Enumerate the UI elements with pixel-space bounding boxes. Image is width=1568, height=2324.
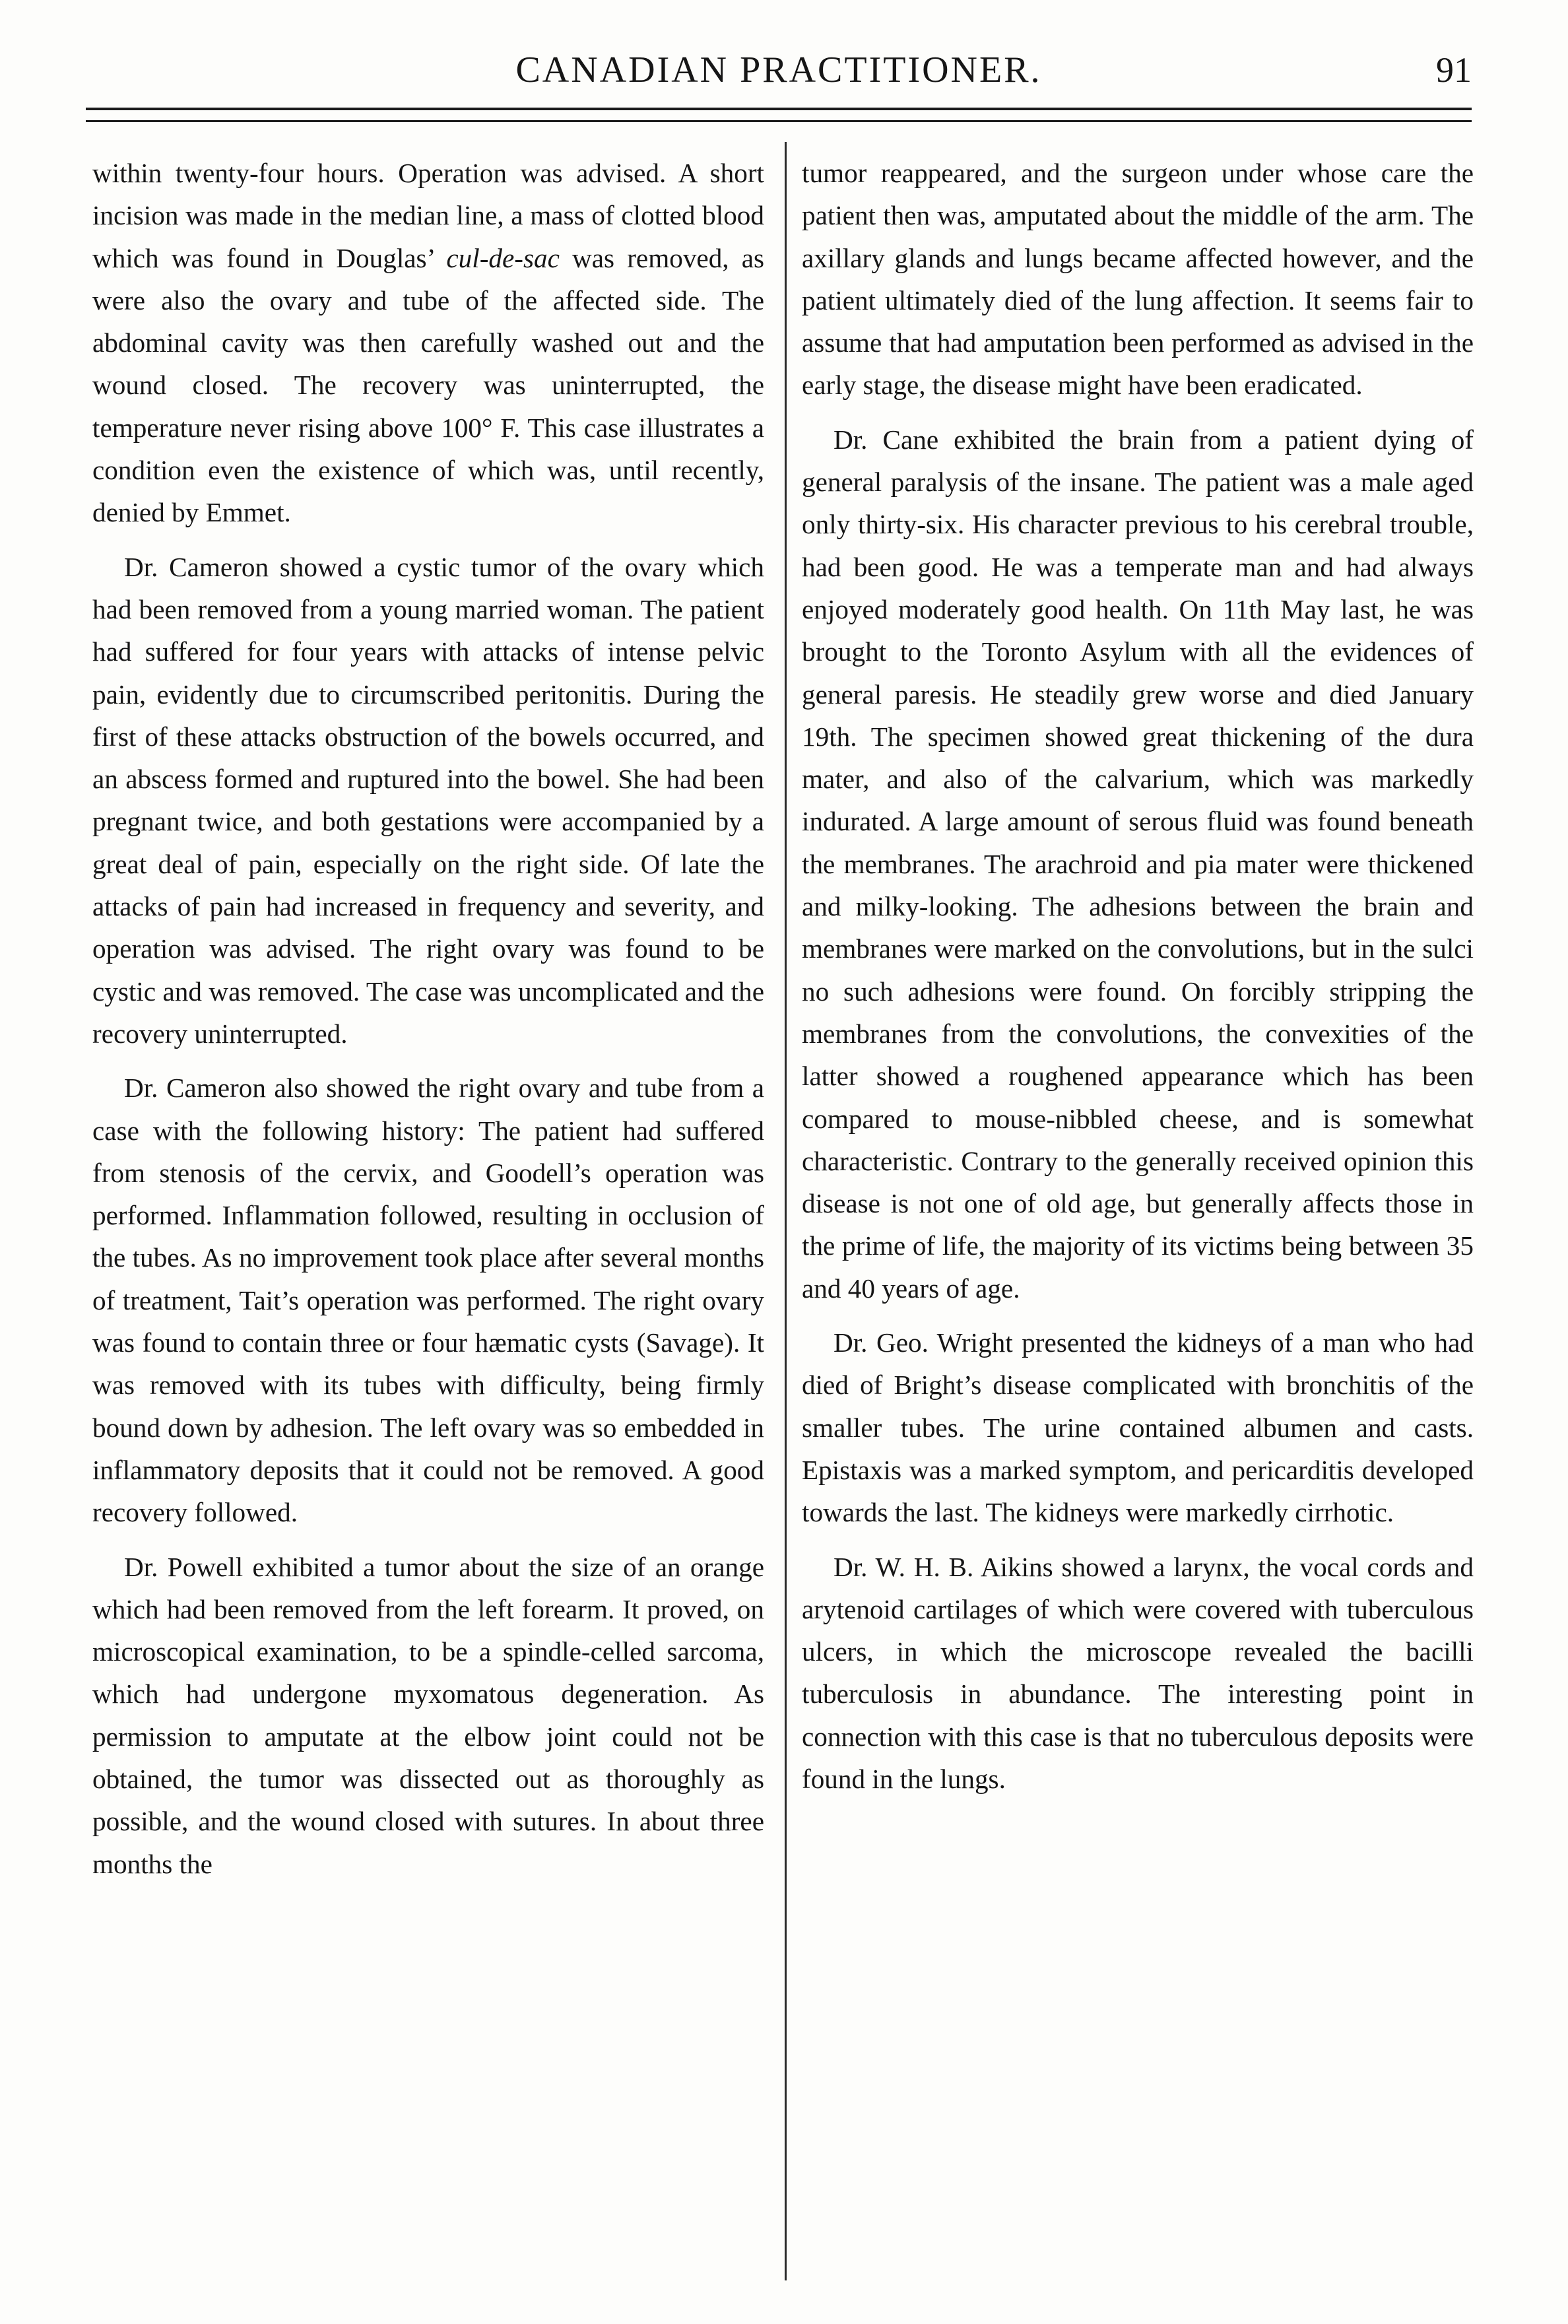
paragraph: Dr. Powell exhibited a tumor about the size of an orange which had been removed from the left forearm. It proved, on microscopical examination, to be a spindle-celled sarcoma, which had undergone myxomatous degeneration. As permission to amputate at the elbow joint could not be obtained, the tumor was dissected out as thoroughly as possible, and the wound closed with sutures. In about three months the	[92, 1551, 764, 1879]
paragraph: Dr. W. H. B. Aikins showed a larynx, the vocal cords and arytenoid cartilages of which were covered with tuberculous ulcers, in which the microscope revealed the bacilli tuberculosis in abundance. The interesting point in connection with this case is that no tuberculous deposits were found in the lungs.	[802, 1551, 1474, 1794]
paragraph: tumor reappeared, and the surgeon under whose care the patient then was, amputated about the middle of the arm. The axillary glands and lungs became affected however, and the patient ultimately died of the lung affection. It seems fair to assume that had amputation been performed as advised in the early stage, the disease might have been eradicated.	[802, 158, 1474, 401]
right-column	[802, 152, 1474, 1812]
paragraph: Dr. Cameron also showed the right ovary and tube from a case with the following history: The patient had suffered from stenosis of the cervix, and Goodell’s operation was performed. Inflammation followed, resulting in occlusion of the tubes. As no improvement took place after several months of treatment, Tait’s operation was performed. The right ovary was found to contain three or four hæmatic cysts (Savage). It was removed with its tubes with difficulty, being firmly bound down by adhesion. The left ovary was so embedded in inflammatory deposits that it could not be removed. A good recovery followed.	[92, 1073, 764, 1528]
left-column	[92, 152, 764, 1897]
header-rule-thin	[86, 120, 1472, 122]
column-divider	[785, 142, 787, 2280]
page-number: 91	[1436, 50, 1472, 90]
paragraph-text: within twenty-four hours. Operation was advised. A short incision was made in the median line, a mass of clotted blood which was found in Douglas’	[92, 158, 764, 273]
header-rule-thick	[86, 108, 1472, 110]
paragraph: Dr. Cane exhibited the brain from a patient dying of general paralysis of the insane. The patient was a male aged only thirty-six. His character previous to his cerebral trouble, had been good. He was a temperate man and had always enjoyed moderately good health. On 11th May last, he was brought to the Toronto Asylum with all the evidences of general paresis. He steadily grew worse and died January 19th. The specimen showed great thickening of the dura mater, and also of the calvarium, which was markedly indurated. A large amount of serous fluid was found beneath the membranes. The arachroid and pia mater were thickened and milky-looking. The adhesions between the brain and membranes were marked on the convolutions, but in the sulci no such adhesions were found. On forcibly stripping the membranes from the convolutions, the convexities of the latter showed a roughened appearance which has been compared to mouse-nibbled cheese, and is somewhat characteristic. Contrary to the generally received opinion this disease is not one of old age, but generally affects those in the prime of life, the majority of its victims being between 35 and 40 years of age.	[802, 424, 1474, 1304]
paragraph-text: was removed, as were also the ovary and tube of the affected side. The abdominal cavity was then carefully washed out and the wound closed. The recovery was uninterrupted, the temperature never rising above 100° F. This case illustrates a condition even the existence of which was, until recently, denied by Emmet.	[92, 242, 765, 528]
paragraph: Dr. Cameron showed a cystic tumor of the ovary which had been removed from a young married woman. The patient had suffered for four years with attacks of intense pelvic pain, evidently due to circumscribed peritonitis. During the first of these attacks obstruction of the bowels occurred, and an abscess formed and ruptured into the bowel. She had been pregnant twice, and both gestations were accompanied by a great deal of pain, especially on the right side. Of late the attacks of pain had increased in frequency and severity, and operation was advised. The right ovary was found to be cystic and was removed. The case was uncomplicated and the recovery uninterrupted.	[92, 551, 764, 1049]
running-head	[86, 40, 1472, 99]
paragraph: Dr. Geo. Wright presented the kidneys of a man who had died of Bright’s disease complicated with bronchitis of the smaller tubes. The urine contained albumen and casts. Epistaxis was a marked symptom, and pericarditis developed towards the last. The kidneys were markedly cirrhotic.	[802, 1327, 1474, 1528]
running-title: CANADIAN PRACTITIONER.	[515, 50, 1042, 90]
italic-term: cul-de-sac	[446, 242, 560, 273]
paragraph	[92, 152, 764, 534]
